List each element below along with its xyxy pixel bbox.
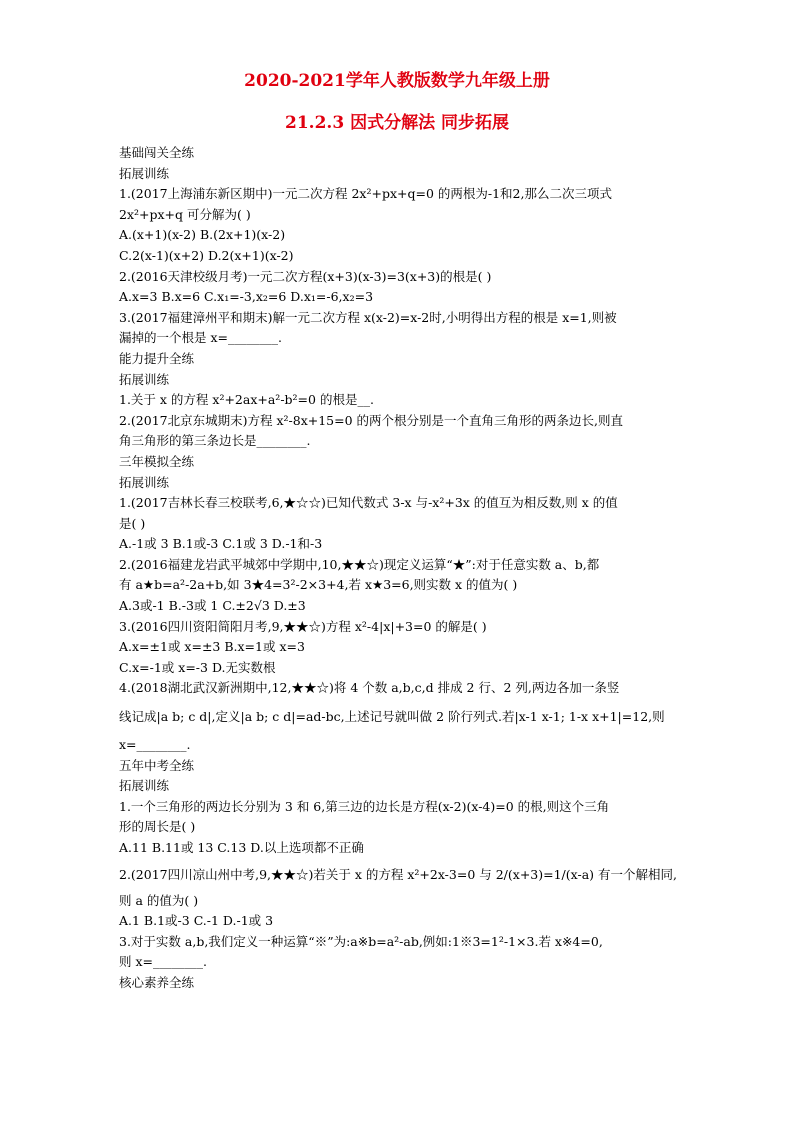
question-text: 1.(2017上海浦东新区期中)一元二次方程 2x²+px+q=0 的两根为-1和2,那么二次三项式 [119, 186, 612, 202]
answer-options: C.x=-1或 x=-3 D.无实数根 [119, 659, 276, 675]
answer-options: A.x=±1或 x=±3 B.x=1或 x=3 [119, 639, 305, 655]
question-text: 3.(2017福建漳州平和期末)解一元二次方程 x(x-2)=x-2时,小明得出方程的根是 x=1,则被 [119, 309, 617, 325]
question-text: 漏掉的一个根是 x=________. [119, 330, 282, 346]
question-text: 2x²+px+q 可分解为( ) [119, 206, 251, 222]
question-text: 则 a 的值为( ) [119, 892, 199, 908]
answer-options: A.-1或 3 B.1或-3 C.1或 3 D.-1和-3 [119, 536, 323, 552]
answer-options: A.(x+1)(x-2) B.(2x+1)(x-2) [119, 227, 286, 243]
section-heading: 能力提升全练 [119, 350, 195, 366]
subsection-heading: 拓展训练 [119, 165, 170, 181]
question-text: 2.(2016天津校级月考)一元二次方程(x+3)(x-3)=3(x+3)的根是( ) [119, 268, 492, 284]
question-text: 是( ) [119, 515, 146, 531]
question-text: 1.一个三角形的两边长分别为 3 和 6,第三边的边长是方程(x-2)(x-4)=0 的根,则这个三角 [119, 798, 610, 814]
section-heading: 基础闯关全练 [119, 145, 195, 160]
section-heading: 核心素养全练 [119, 974, 195, 990]
question-text: 角三角形的第三条边长是________. [119, 433, 311, 449]
subsection-heading: 拓展训练 [119, 371, 170, 387]
subsection-heading: 拓展训练 [119, 474, 170, 490]
answer-options: A.3或-1 B.-3或 1 C.±2√3 D.±3 [119, 598, 306, 614]
question-text: x=________. [119, 737, 191, 753]
fraction-equation-line: 2.(2017四川凉山州中考,9,★★☆)若关于 x 的方程 x²+2x-3=0 与 2/(x+3)=1/(x-a) 有一个解相同, [119, 866, 677, 882]
section-heading: 五年中考全练 [119, 757, 195, 773]
section-heading: 三年模拟全练 [119, 453, 195, 469]
subsection-heading: 拓展训练 [119, 778, 170, 794]
question-text: 2.(2016福建龙岩武平城郊中学期中,10,★★☆)现定义运算“★”:对于任意实数 a、b,都 [119, 556, 600, 572]
answer-options: A.11 B.11或 13 C.13 D.以上选项都不正确 [119, 840, 364, 855]
question-text: 1.(2017吉林长春三校联考,6,★☆☆)已知代数式 3-x 与-x²+3x 的值互为相反数,则 x 的值 [119, 495, 618, 511]
answer-options: A.x=3 B.x=6 C.x₁=-3,x₂=6 D.x₁=-6,x₂=3 [119, 289, 374, 305]
question-text: 形的周长是( ) [119, 819, 196, 835]
question-text: 4.(2018湖北武汉新洲期中,12,★★☆)将 4 个数 a,b,c,d 排成 2 行、2 列,两边各加一条竖 [119, 680, 620, 696]
answer-options: C.2(x-1)(x+2) D.2(x+1)(x-2) [119, 247, 294, 263]
question-text: 则 x=________. [119, 954, 207, 970]
determinant-line: 线记成|a b; c d|,定义|a b; c d|=ad-bc,上述记号就叫做 2 阶行列式.若|x-1 x-1; 1-x x+1|=12,则 [119, 709, 665, 725]
question-text: 有 a★b=a²-2a+b,如 3★4=3²-2×3+4,若 x★3=6,则实数 x 的值为( ) [119, 577, 518, 593]
question-text: 1.关于 x 的方程 x²+2ax+a²-b²=0 的根是__. [119, 392, 374, 408]
document-title: 2020-2021学年人教版数学九年级上册 [244, 71, 550, 91]
question-text: 3.(2016四川资阳简阳月考,9,★★☆)方程 x²-4|x|+3=0 的解是( ) [119, 618, 487, 634]
answer-options: A.1 B.1或-3 C.-1 D.-1或 3 [119, 913, 274, 929]
question-text: 3.对于实数 a,b,我们定义一种运算“※”为:a※b=a²-ab,例如:1※3=1²-1×3.若 x※4=0, [119, 933, 603, 949]
question-text: 2.(2017北京东城期末)方程 x²-8x+15=0 的两个根分别是一个直角三角形的两条边长,则直 [119, 412, 624, 428]
document-subtitle: 21.2.3 因式分解法 同步拓展 [285, 113, 509, 133]
exercise-content [119, 143, 679, 994]
